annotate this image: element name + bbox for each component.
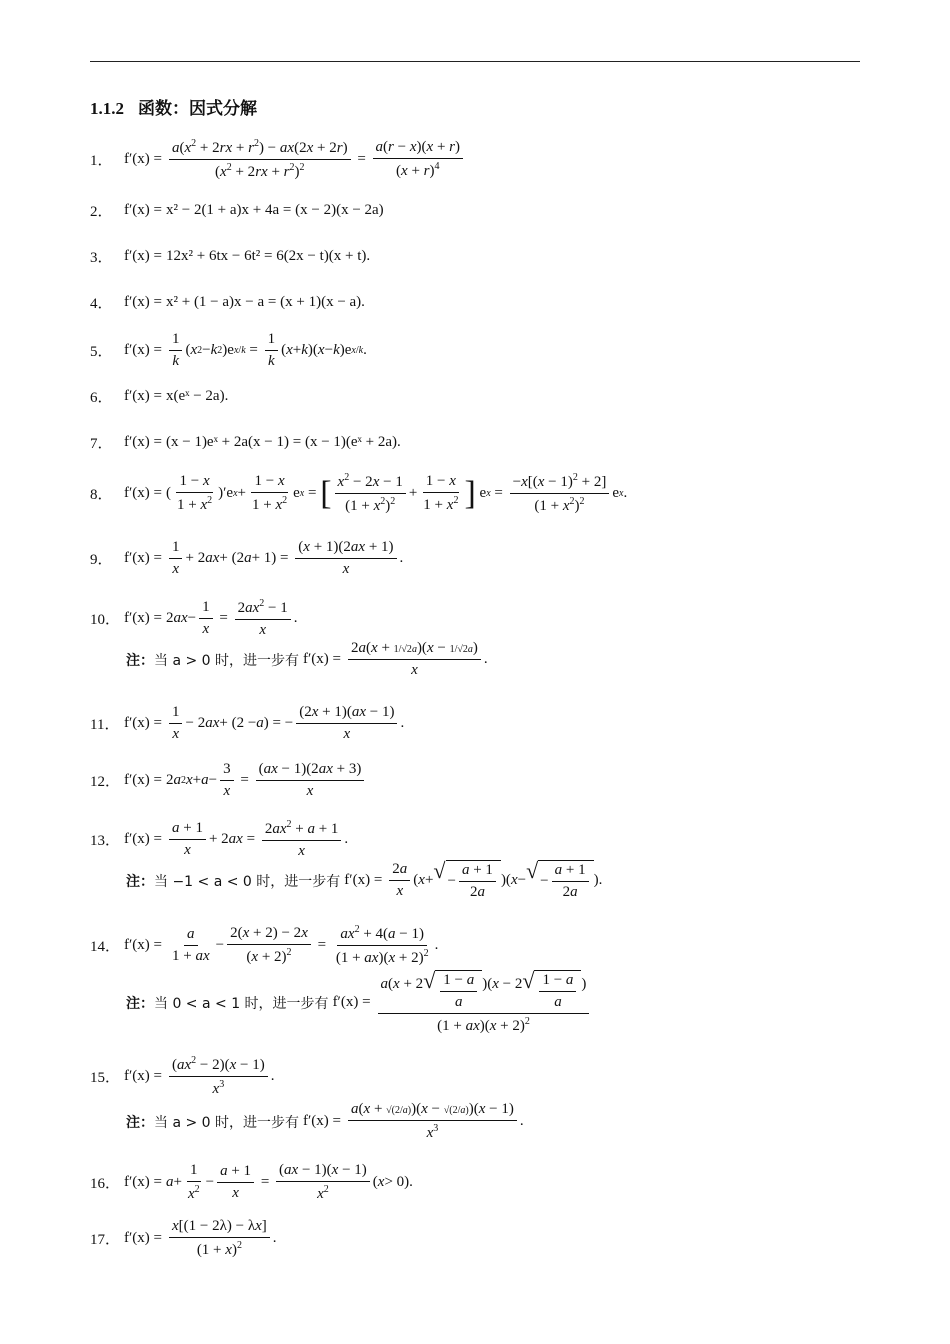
- formula-item: [90, 292, 365, 313]
- fraction: $\frac{(ax^2 - 2)(x - 1)}{x^3}$: [169, 1055, 268, 1098]
- fraction: $\frac{(ax - 1)(2ax + 3)}{x}$: [256, 761, 365, 800]
- formula-text: x² − 2(1 + a)x + 4a = (x − 2)(x − 2a): [165, 202, 384, 218]
- derivative-lhs: f′(x) =: [344, 872, 383, 888]
- note-text: 当 −1 < a < 0 时，进一步有: [154, 873, 341, 890]
- fraction: $\frac{1 - x}{1 + x^2}$: [423, 473, 459, 513]
- item-index: 17．: [90, 1232, 121, 1248]
- fraction: $\frac{a(r - x)(x + r)}{(x + r)^4}$: [373, 139, 463, 180]
- derivative-lhs: f′(x) =: [124, 772, 162, 788]
- note-text: 当 0 < a < 1 时，进一步有: [154, 995, 329, 1012]
- formula-text: 12x² + 6tx − 6t² = 6(2x − t)(x + t).: [165, 248, 371, 264]
- derivative-lhs: f′(x) =: [124, 294, 162, 310]
- item-index: 8．: [90, 487, 113, 503]
- formula-item: 8． f′(x) = ( $\frac{1 - x}{1 + x^2}$ )′e x + $\frac{1 - x}{1 + x^2}$ e x = [ $\frac{x^2 - 2x - 1}{(1 + x^2)^2}$ + $\frac{1 - x}{1 + x^2}$ ] e x = $\frac{-x[(x - 1)^2 + 2]}{(1 + x^2)^2}$ e x .: [90, 472, 628, 514]
- fraction: $\frac{(x + 1)(2ax + 1)}{x}$: [295, 539, 396, 578]
- formula-item: 5． f′(x) = $\frac{1}{k}$ ( x 2 − k 2 )e x/k = $\frac{1}{k}$ ( x + k )( x − k )e x/k .: [90, 331, 367, 369]
- derivative-lhs: f′(x) =: [124, 151, 162, 167]
- item-index: 11．: [90, 717, 120, 733]
- fraction: $\frac{x^2 - 2x - 1}{(1 + x^2)^2}$: [335, 472, 406, 515]
- fraction: $\frac{2ax^2 + a + 1}{x}$: [262, 819, 342, 860]
- item-index: 9．: [90, 552, 113, 568]
- fraction: a(x + 2 √ $\frac{1 - a}{a}$ )(x − 2 √ $\frac{1 - a}{a}$ ) $(1 + ax)(x + 2)^2$: [378, 970, 590, 1035]
- item-index: 15．: [90, 1070, 121, 1086]
- fraction: $\frac{-x[(x - 1)^2 + 2]}{(1 + x^2)^2}$: [510, 472, 610, 515]
- item-index: 10．: [90, 612, 121, 628]
- formula-item: 11． f′(x) = $\frac{1}{x}$ − 2 ax + (2 − a ) = − $\frac{(2x + 1)(ax - 1)}{x}$ .: [90, 704, 405, 742]
- item-index: 7．: [90, 436, 113, 452]
- fraction: $\frac{a(x + √(2/a))(x - √(2/a))(x - 1)}{x^3}$: [348, 1101, 517, 1142]
- formula-note: 注： 当 a > 0 时，进一步有 f′(x) = $\frac{a(x + √(2/a))(x - √(2/a))(x - 1)}{x^3}$ .: [126, 1101, 524, 1141]
- formula-item: 10． f′(x) = 2 ax − $\frac{1}{x}$ = $\frac{2ax^2 - 1}{x}$ .: [90, 598, 298, 638]
- formula-item: 15． f′(x) = $\frac{(ax^2 - 2)(x - 1)}{x^3}$ .: [90, 1055, 275, 1097]
- formula-item: 12． f′(x) = 2 a 2 x + a − $\frac{3}{x}$ = $\frac{(ax - 1)(2ax + 3)}{x}$: [90, 761, 367, 800]
- item-index: 2．: [90, 204, 113, 220]
- item-index: 5．: [90, 344, 113, 360]
- item-index: 12．: [90, 774, 121, 790]
- square-root: √ − $\frac{a + 1}{2a}$: [433, 860, 501, 901]
- fraction: $\frac{1}{k}$: [265, 331, 279, 370]
- fraction: $\frac{a + 1}{x}$: [217, 1163, 254, 1202]
- formula-text: (x − 1)eˣ + 2a(x − 1) = (x − 1)(eˣ + 2a).: [165, 434, 401, 450]
- note-label: 注：: [126, 873, 154, 890]
- fraction: $\frac{2(x + 2) - 2x}{(x + 2)^2}$: [227, 925, 311, 966]
- item-index: 4．: [90, 296, 113, 312]
- formula-item: 17． f′(x) = $\frac{x[(1 - 2\lambda) - \lambda x]}{(1 + x)^2}$ .: [90, 1218, 277, 1258]
- derivative-lhs: f′(x) =: [124, 1174, 162, 1190]
- item-index: 6．: [90, 390, 113, 406]
- section-title: 函数：因式分解: [138, 99, 257, 119]
- square-root: √ − $\frac{a + 1}{2a}$: [526, 860, 594, 901]
- fraction: $\frac{2a}{x}$: [389, 861, 410, 900]
- derivative-lhs: f′(x) =: [303, 1113, 342, 1129]
- derivative-lhs: f′(x) =: [303, 651, 342, 667]
- fraction: $\frac{ax^2 + 4(a - 1)}{(1 + ax)(x + 2)^2}$: [335, 924, 429, 966]
- fraction: $\frac{(2x + 1)(ax - 1)}{x}$: [296, 704, 397, 743]
- derivative-lhs: f′(x) =: [124, 342, 162, 358]
- fraction: $\frac{2ax^2 - 1}{x}$: [235, 598, 291, 639]
- formula-note: 注： 当 a > 0 时，进一步有 f′(x) = $\frac{2a(x + 1/√2a)(x - 1/√2a)}{x}$ .: [126, 640, 488, 678]
- derivative-lhs: f′(x) =: [124, 550, 162, 566]
- derivative-lhs: f′(x) =: [124, 485, 162, 501]
- derivative-lhs: f′(x) =: [124, 937, 162, 953]
- note-label: 注：: [126, 652, 154, 669]
- fraction: $\frac{1}{x}$: [169, 539, 183, 578]
- note-text: 当 a > 0 时，进一步有: [154, 1114, 300, 1131]
- derivative-lhs: f′(x) =: [124, 248, 162, 264]
- note-label: 注：: [126, 1114, 154, 1131]
- derivative-lhs: f′(x) =: [332, 994, 371, 1010]
- item-index: 14．: [90, 939, 121, 955]
- formula-text: x(eˣ − 2a).: [165, 388, 229, 404]
- fraction: $\frac{1 - x}{1 + x^2}$: [251, 473, 288, 513]
- note-label: 注：: [126, 995, 154, 1012]
- fraction: $\frac{x[(1 - 2\lambda) - \lambda x]}{(1 + x)^2}$: [169, 1218, 270, 1259]
- derivative-lhs: f′(x) =: [124, 434, 162, 450]
- fraction: $\frac{3}{x}$: [220, 761, 234, 800]
- fraction: $\frac{1 - x}{1 + x^2}$: [176, 473, 213, 513]
- formula-item: 13． f′(x) = $\frac{a + 1}{x}$ + 2 ax = $\frac{2ax^2 + a + 1}{x}$ .: [90, 819, 349, 859]
- item-index: 16．: [90, 1176, 121, 1192]
- fraction: $\frac{2a(x + 1/√2a)(x - 1/√2a)}{x}$: [348, 640, 481, 679]
- fraction: $\frac{(ax - 1)(x - 1)}{x^2}$: [276, 1162, 370, 1203]
- section-number: 1.1.2: [90, 99, 124, 118]
- fraction: $\frac{1}{x^2}$: [187, 1162, 200, 1202]
- formula-item: [90, 432, 401, 453]
- derivative-lhs: f′(x) =: [124, 202, 162, 218]
- note-text: 当 a > 0 时，进一步有: [154, 652, 300, 669]
- formula-text: x² + (1 − a)x − a = (x + 1)(x − a).: [165, 294, 365, 310]
- fraction: $\frac{a}{1 + ax}$: [171, 926, 210, 964]
- derivative-lhs: f′(x) =: [124, 388, 162, 404]
- formula-item: 1． f′(x) = $\frac{a(x^2 + 2rx + r^2) - ax(2x + 2r)}{(x^2 + 2rx + r^2)^2}$ = $\frac{a(r - x)(x + r)}{(x + r)^4}$: [90, 138, 466, 181]
- formula-note: 注： 当 −1 < a < 0 时，进一步有 f′(x) = $\frac{2a}{x}$ ( x + √ − $\frac{a + 1}{2a}$ )( x − √ − $\frac{a + 1}{2a}$ ).: [126, 858, 603, 900]
- derivative-lhs: f′(x) =: [124, 610, 162, 626]
- fraction: $\frac{a + 1}{x}$: [169, 820, 206, 859]
- fraction: $\frac{1}{k}$: [169, 331, 183, 370]
- item-index: 3．: [90, 250, 113, 266]
- formula-note: [126, 970, 592, 1035]
- formula-item: 16． f′(x) = a + $\frac{1}{x^2}$ − $\frac{a + 1}{x}$ = $\frac{(ax - 1)(x - 1)}{x^2}$ ( x > 0).: [90, 1162, 413, 1202]
- formula-item: [90, 200, 384, 221]
- derivative-lhs: f′(x) =: [124, 715, 162, 731]
- derivative-lhs: f′(x) =: [124, 1068, 162, 1084]
- item-index: 1．: [90, 153, 113, 169]
- fraction: $\frac{a(x^2 + 2rx + r^2) - ax(2x + 2r)}{(x^2 + 2rx + r^2)^2}$: [169, 138, 351, 181]
- fraction: $\frac{1}{x}$: [199, 599, 213, 638]
- fraction: $\frac{1}{x}$: [169, 704, 183, 743]
- formula-item: [90, 386, 228, 407]
- formula-item: [90, 246, 370, 267]
- derivative-lhs: f′(x) =: [124, 831, 162, 847]
- derivative-lhs: f′(x) =: [124, 1230, 162, 1246]
- formula-item: 14． f′(x) = $\frac{a}{1 + ax}$ − $\frac{2(x + 2) - 2x}{(x + 2)^2}$ = $\frac{ax^2 + 4(a - 1)}{(1 + ax)(x + 2)^2}$ .: [90, 924, 439, 966]
- formula-item: 9． f′(x) = $\frac{1}{x}$ + 2 ax + (2 a + 1) = $\frac{(x + 1)(2ax + 1)}{x}$ .: [90, 539, 404, 577]
- item-index: 13．: [90, 833, 121, 849]
- section-heading: [90, 94, 257, 119]
- header-rule: [90, 61, 860, 62]
